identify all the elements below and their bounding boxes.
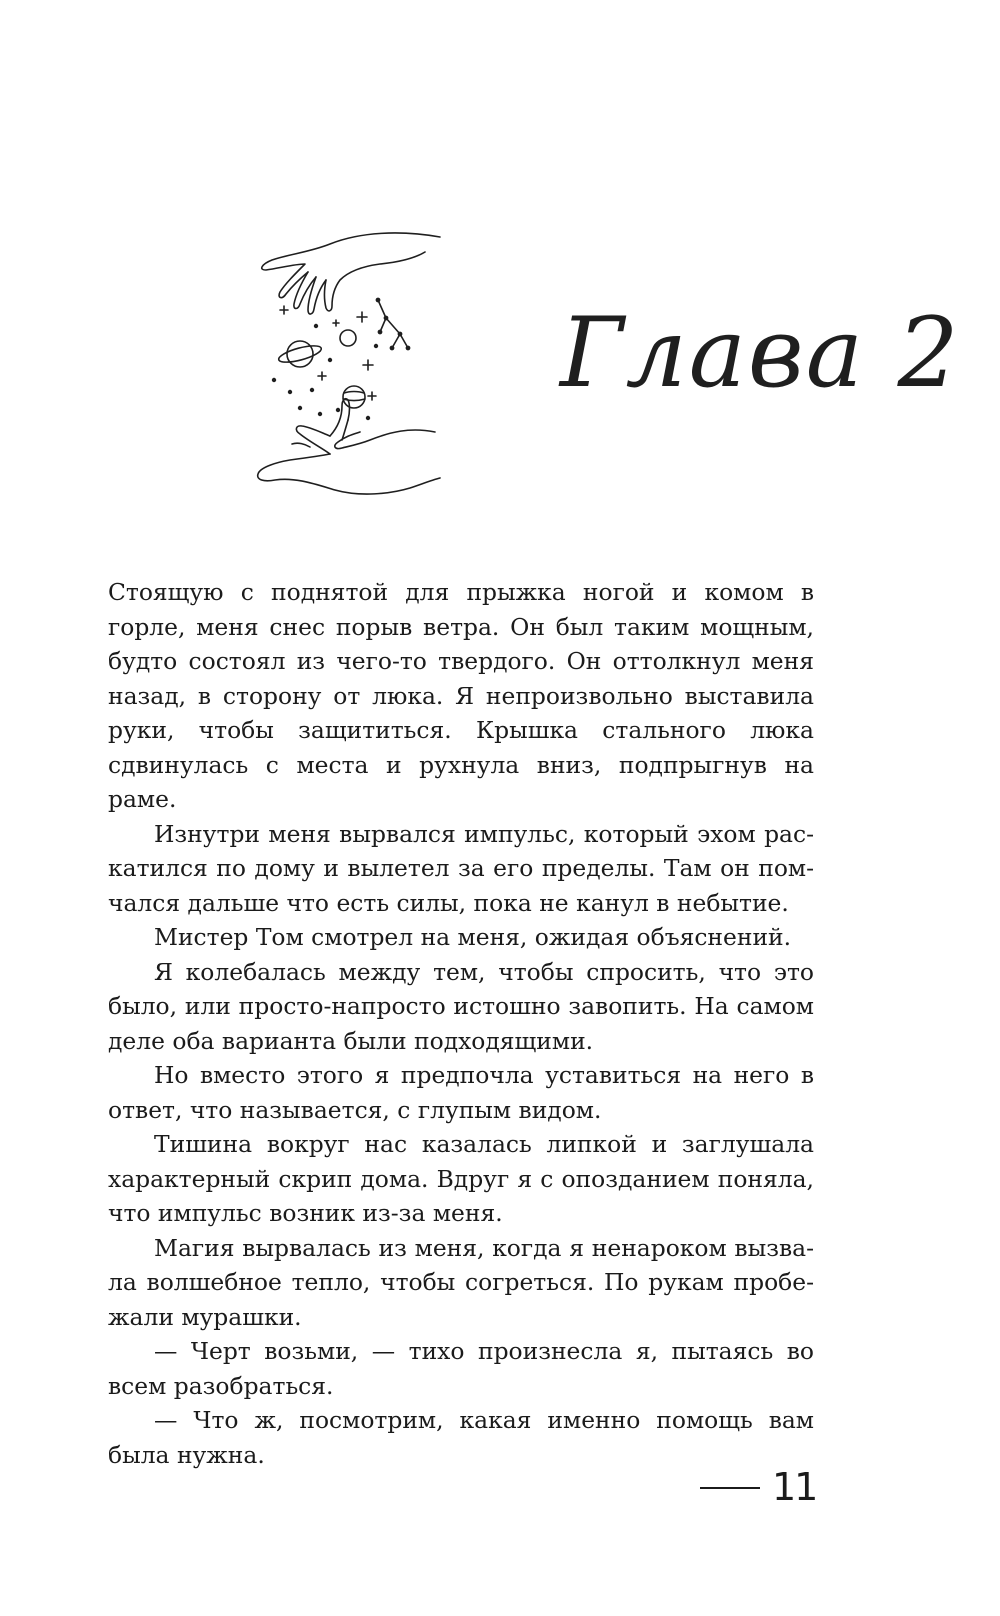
paragraph: Я колебалась между тем, чтобы спросить, что это было, или просто-напросто истошно завопить. На самом деле оба варианта были подходящими.: [108, 957, 814, 1055]
chapter-body: [108, 575, 814, 1472]
chapter-illustration: [250, 222, 450, 502]
chapter-title: Глава 2: [560, 297, 961, 409]
paragraph: Но вместо этого я предпочла уставиться на него в ответ, что называется, с глупым видом.: [108, 1061, 814, 1124]
paragraph: Стоящую с поднятой для прыжка ногой и комом в горле, меня снес порыв ветра. Он был таким мощным, будто состоял из чего-то твердого. Он оттолкнул меня назад, в сторону от люка. Я непроизвольно выставила руки, чтобы защититься. Крышка стального люка сдвинулась с места и рухнула вниз, подпрыгнув на раме.: [108, 578, 814, 813]
page-number: 11: [772, 1465, 817, 1509]
hands-with-planets-illustration: [250, 222, 450, 502]
paragraph: Магия вырвалась из меня, когда я ненароком вызвала волшебное тепло, чтобы согреться. По рукам пробежали мурашки.: [108, 1233, 814, 1331]
paragraph: — Черт возьми, — тихо произнесла я, пытаясь во всем разобраться.: [108, 1337, 814, 1400]
paragraph: Мистер Том смотрел на меня, ожидая объяснений.: [154, 923, 792, 951]
paragraph: Изнутри меня вырвался импульс, который эхом раскатился по дому и вылетел за его пределы. Там он помчался дальше что есть силы, пока не канул в небытие.: [108, 819, 814, 917]
page-footer: [700, 1462, 820, 1512]
paragraph: Тишина вокруг нас казалась липкой и заглушала характерный скрип дома. Вдруг я с опозданием поняла, что импульс возник из-за меня.: [108, 1130, 814, 1227]
paragraph: — Что ж, посмотрим, какая именно помощь вам была нужна.: [108, 1406, 814, 1469]
footer-dash: [700, 1487, 760, 1489]
